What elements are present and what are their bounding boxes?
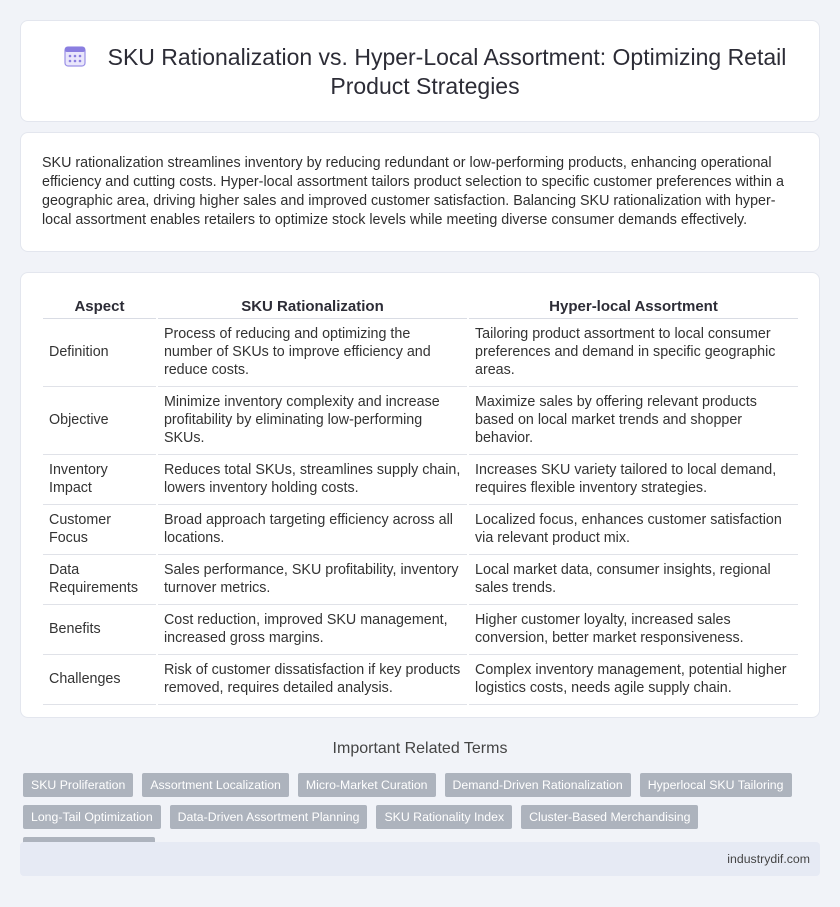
term-tag[interactable]: Demand-Driven Rationalization xyxy=(445,773,631,797)
row-sku-rationalization: Risk of customer dissatisfaction if key products removed, requires detailed analysis. xyxy=(158,655,467,705)
row-aspect: Challenges xyxy=(43,655,156,705)
table-row xyxy=(43,655,798,705)
row-hyper-local: Increases SKU variety tailored to local demand, requires flexible inventory strategies. xyxy=(469,455,798,505)
row-sku-rationalization: Minimize inventory complexity and increase profitability by eliminating low-performing SKUs. xyxy=(158,387,467,455)
table-row xyxy=(43,605,798,655)
term-tag[interactable]: Cluster-Based Merchandising xyxy=(521,805,698,829)
row-aspect: Customer Focus xyxy=(43,505,156,555)
term-tag[interactable]: Long-Tail Optimization xyxy=(23,805,161,829)
row-hyper-local: Localized focus, enhances customer satisfaction via relevant product mix. xyxy=(469,505,798,555)
row-sku-rationalization: Process of reducing and optimizing the number of SKUs to improve efficiency and reduce costs. xyxy=(158,319,467,387)
table-row xyxy=(43,387,798,455)
comparison-card xyxy=(20,272,820,718)
row-aspect: Objective xyxy=(43,387,156,455)
row-hyper-local: Maximize sales by offering relevant products based on local market trends and shopper behavior. xyxy=(469,387,798,455)
term-tag[interactable]: SKU Proliferation xyxy=(23,773,133,797)
title-card xyxy=(20,20,820,122)
row-hyper-local: Higher customer loyalty, increased sales conversion, better market responsiveness. xyxy=(469,605,798,655)
row-hyper-local: Local market data, consumer insights, regional sales trends. xyxy=(469,555,798,605)
related-terms-heading: Important Related Terms xyxy=(332,740,508,757)
table-header-row xyxy=(43,293,798,319)
table-row xyxy=(43,505,798,555)
footer xyxy=(20,842,820,876)
row-aspect: Definition xyxy=(43,319,156,387)
page-title: SKU Rationalization vs. Hyper-Local Assortment: Optimizing Retail Product Strategies xyxy=(107,44,787,99)
term-tag[interactable]: Hyperlocal SKU Tailoring xyxy=(640,773,792,797)
intro-card xyxy=(20,132,820,252)
term-tag[interactable]: Micro-Market Curation xyxy=(298,773,436,797)
footer-site[interactable]: industrydif.com xyxy=(727,852,810,866)
row-aspect: Data Requirements xyxy=(43,555,156,605)
term-tag[interactable]: SKU Rationality Index xyxy=(376,805,512,829)
calendar-icon xyxy=(64,45,86,67)
term-tag[interactable]: Assortment Localization xyxy=(142,773,289,797)
table-row xyxy=(43,555,798,605)
page-title-wrap xyxy=(51,43,799,101)
row-sku-rationalization: Cost reduction, improved SKU management, increased gross margins. xyxy=(158,605,467,655)
row-aspect: Inventory Impact xyxy=(43,455,156,505)
row-sku-rationalization: Reduces total SKUs, streamlines supply chain, lowers inventory holding costs. xyxy=(158,455,467,505)
row-aspect: Benefits xyxy=(43,605,156,655)
row-hyper-local: Complex inventory management, potential higher logistics costs, needs agile supply chain. xyxy=(469,655,798,705)
header-hyper-local-assortment: Hyper-local Assortment xyxy=(469,293,798,319)
term-tag[interactable]: Data-Driven Assortment Planning xyxy=(170,805,368,829)
row-sku-rationalization: Broad approach targeting efficiency across all locations. xyxy=(158,505,467,555)
table-row xyxy=(43,455,798,505)
intro-text: SKU rationalization streamlines inventory by reducing redundant or low-performing products, enhancing operational efficiency and cutting costs. Hyper-local assortment tailors product selection to specific customer preferences within a geographic area, driving higher sales and improved customer satisfaction. Balancing SKU rationalization with hyper-local assortment enables retailers to optimize stock levels while meeting diverse consumer demands effectively. xyxy=(42,155,784,228)
comparison-table xyxy=(41,293,800,705)
row-sku-rationalization: Sales performance, SKU profitability, inventory turnover metrics. xyxy=(158,555,467,605)
header-sku-rationalization: SKU Rationalization xyxy=(158,293,467,319)
table-row xyxy=(43,319,798,387)
row-hyper-local: Tailoring product assortment to local consumer preferences and demand in specific geographic areas. xyxy=(469,319,798,387)
header-aspect: Aspect xyxy=(43,293,156,319)
